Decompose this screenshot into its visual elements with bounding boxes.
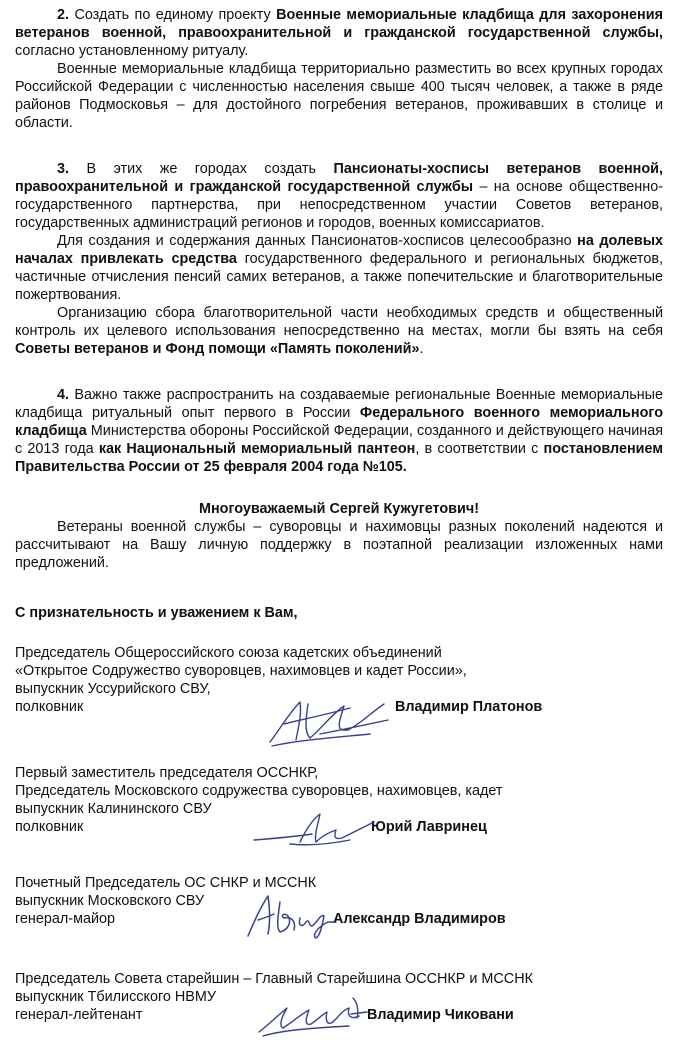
signature-image — [260, 694, 400, 749]
section-2-paragraph: 2. Создать по единому проекту Военные мемориальные кладбища для захоронения ветеранов военной, правоохранительной и гражданской государственной службы, согласно установленному ритуалу. — [15, 7, 663, 59]
letter-page — [15, 6, 663, 1050]
signature-image — [250, 808, 380, 853]
section-2-detail: Военные мемориальные кладбища территориально разместить во всех крупных городах Российской Федерации с численностью населения свыше 400 тысяч человек, а также в ряде районов Подмосковья – для достойного погребения ветеранов, проживавших в столице и области. — [15, 61, 663, 131]
closing-body: Ветераны военной службы – суворовцы и нахимовцы разных поколений надеются и рассчитывают на Вашу личную поддержку в поэтапной реализации изложенных нами предложений. — [15, 519, 663, 571]
signatory-2-name: Юрий Лавринец — [371, 819, 487, 835]
signatory-1-name: Владимир Платонов — [395, 699, 543, 715]
signature-image — [253, 992, 373, 1042]
section-3-funding: Для создания и содержания данных Пансионатов-хосписов целесообразно на долевых началах привлекать средства государственного федерального и региональных бюджетов, частичные отчисления пенсий самих ветеранов, а также попечительские и благотворительные пожертвования. — [15, 233, 664, 303]
section-3-control: Организацию сбора благотворительной части необходимых средств и общественный контроль их целевого использования непосредственно на местах, могли бы взять на себя Советы ветеранов и Фонд помощи «Память поколений». — [15, 305, 663, 357]
signatory-4-name: Владимир Чиковани — [367, 1007, 514, 1023]
signatory-1: Председатель Общероссийского союза кадетских объединений «Открытое Содружество суворовцев, нахимовцев и кадет России», выпускник Уссурийского СВУ, полковник Владимир Платонов — [15, 644, 663, 764]
signatory-4: Председатель Совета старейшин – Главный Старейшина ОССНКР и МССНК выпускник Тбилисского НВМУ генерал-лейтенант Владимир Чиковани — [15, 970, 663, 1050]
section-4-paragraph: 4. Важно также распространить на создаваемые региональные Военные мемориальные кладбища ритуальный опыт первого в России Федерального военного мемориального кладбища Министерства обороны Российской Федерации, созданного и действующего начиная с 2013 года как Национальный мемориальный пантеон, в соответствии с постановлением Правительства России от 25 февраля 2004 года №105. — [15, 387, 664, 475]
section-3-emphasis: Пансионаты-хосписы ветеранов военной, правоохранительной и гражданской государственной службы — [15, 161, 664, 195]
regards-line: С признательность и уважением к Вам, — [15, 605, 298, 621]
section-3-paragraph: 3. В этих же городах создать Пансионаты-хосписы ветеранов военной, правоохранительной и гражданской государственной службы – на основе общественно-государственного партнерства, при непосредственном участии Советов ветеранов, государственных администраций регионов и городов, военных комиссариатов. — [15, 161, 664, 231]
section-4-number: 4. — [57, 387, 70, 403]
salutation: Многоуважаемый Сергей Кужугетович! — [198, 501, 479, 517]
section-3-number: 3. — [57, 161, 70, 177]
section-2-emphasis: Военные мемориальные кладбища для захоронения ветеранов военной, правоохранительной и гражданской государственной службы, — [15, 7, 663, 41]
signatory-2: Первый заместитель председателя ОССНКР, Председатель Московского содружества суворовцев, нахимовцев, кадет выпускник Калининского СВУ полковник Юрий Лавринец — [15, 764, 663, 874]
signatory-3-name: Александр Владимиров — [333, 911, 506, 927]
signature-image — [240, 892, 340, 942]
section-2-number: 2. — [57, 7, 70, 23]
signatory-3: Почетный Председатель ОС СНКР и МССНК выпускник Московского СВУ генерал-майор Александр Владимиров — [15, 874, 663, 970]
